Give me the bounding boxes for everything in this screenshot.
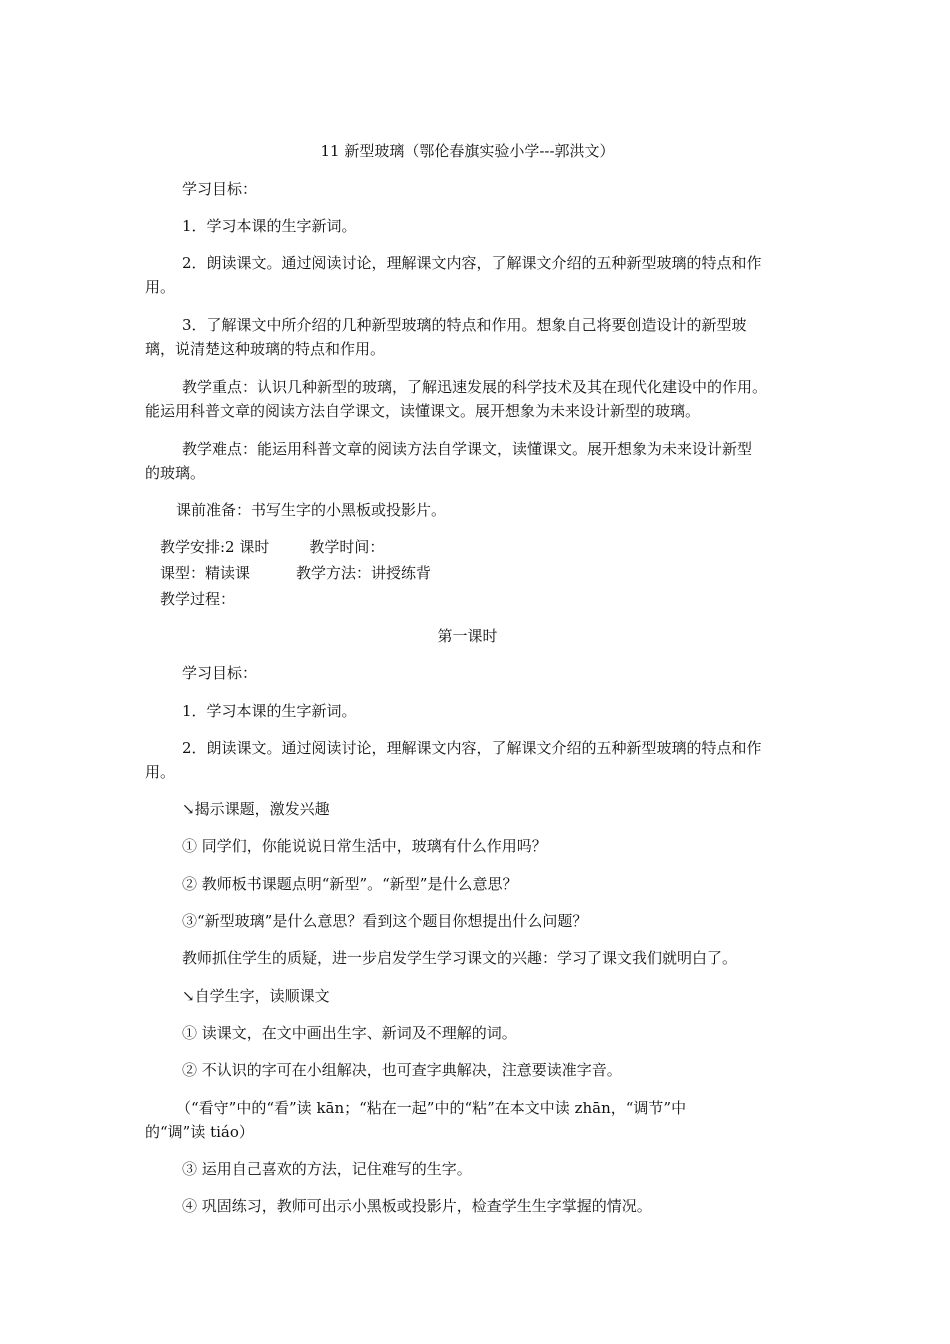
process-heading: 教学过程： [160,590,236,608]
lesson-type: 课型：精读课 [160,564,251,582]
step-2-title: ↘自学生字，读顺课文 [182,987,330,1005]
goal-3-line-2: 璃，说清楚这种玻璃的特点和作用。 [145,340,386,358]
schedule-row [160,537,384,557]
step-1-title: ↘揭示课题，激发兴趣 [182,800,330,818]
step-1-question-2: ② 教师板书课题点明“新型”。“新型”是什么意思？ [182,875,518,893]
goal-3-line-1: 3．了解课文中所介绍的几种新型玻璃的特点和作用。想象自己将要创造设计的新型玻 [182,316,747,334]
step-2-activity-4: ④ 巩固练习，教师可出示小黑板或投影片，检查学生生字掌握的情况。 [182,1197,652,1215]
step-2-activity-3: ③ 运用自己喜欢的方法，记住难写的生字。 [182,1160,472,1178]
lesson-type-row [160,563,431,583]
goal-2-line-2: 用。 [145,278,176,296]
document-title: 11 新型玻璃（鄂伦春旗实验小学---郭洪文） [320,142,615,160]
difficulty-line-2: 的玻璃。 [145,464,206,482]
goals-heading: 学习目标： [182,180,258,198]
schedule: 教学安排:2 课时 [160,538,270,556]
step-2-pronunciation-line-1: （“看守”中的“看”读 kān；“粘在一起”中的“粘”在本文中读 zhān，“调节”中 [176,1099,687,1117]
teaching-method: 教学方法：讲授练背 [296,564,432,582]
lesson-1-goal-1: 1．学习本课的生字新词。 [182,702,357,720]
teaching-time: 教学时间： [309,538,385,556]
lesson-1-goals-heading: 学习目标： [182,664,258,682]
lesson-1-heading: 第一课时 [437,627,498,645]
goal-1: 1．学习本课的生字新词。 [182,217,357,235]
step-2-pronunciation-line-2: 的“调”读 tiáo） [145,1123,254,1141]
step-1-question-1: ① 同学们，你能说说日常生活中，玻璃有什么作用吗？ [182,837,547,855]
step-2-activity-1: ① 读课文，在文中画出生字、新词及不理解的词。 [182,1024,517,1042]
preparation: 课前准备：书写生字的小黑板或投影片。 [176,501,447,519]
lesson-1-goal-2-line-2: 用。 [145,763,176,781]
lesson-1-goal-2-line-1: 2．朗读课文。通过阅读讨论，理解课文内容，了解课文介绍的五种新型玻璃的特点和作 [182,739,762,757]
step-1-question-3: ③“新型玻璃”是什么意思？看到这个题目你想提出什么问题？ [182,912,588,930]
goal-2-line-1: 2．朗读课文。通过阅读讨论，理解课文内容，了解课文介绍的五种新型玻璃的特点和作 [182,254,762,272]
key-point-line-2: 能运用科普文章的阅读方法自学课文，读懂课文。展开想象为未来设计新型的玻璃。 [145,402,701,420]
step-2-activity-2: ② 不认识的字可在小组解决，也可查字典解决，注意要读准字音。 [182,1061,622,1079]
key-point-line-1: 教学重点：认识几种新型的玻璃，了解迅速发展的科学技术及其在现代化建设中的作用。 [182,378,768,396]
difficulty-line-1: 教学难点：能运用科普文章的阅读方法自学课文，读懂课文。展开想象为未来设计新型 [182,440,753,458]
step-1-note: 教师抓住学生的质疑，进一步启发学生学习课文的兴趣：学习了课文我们就明白了。 [182,949,738,967]
